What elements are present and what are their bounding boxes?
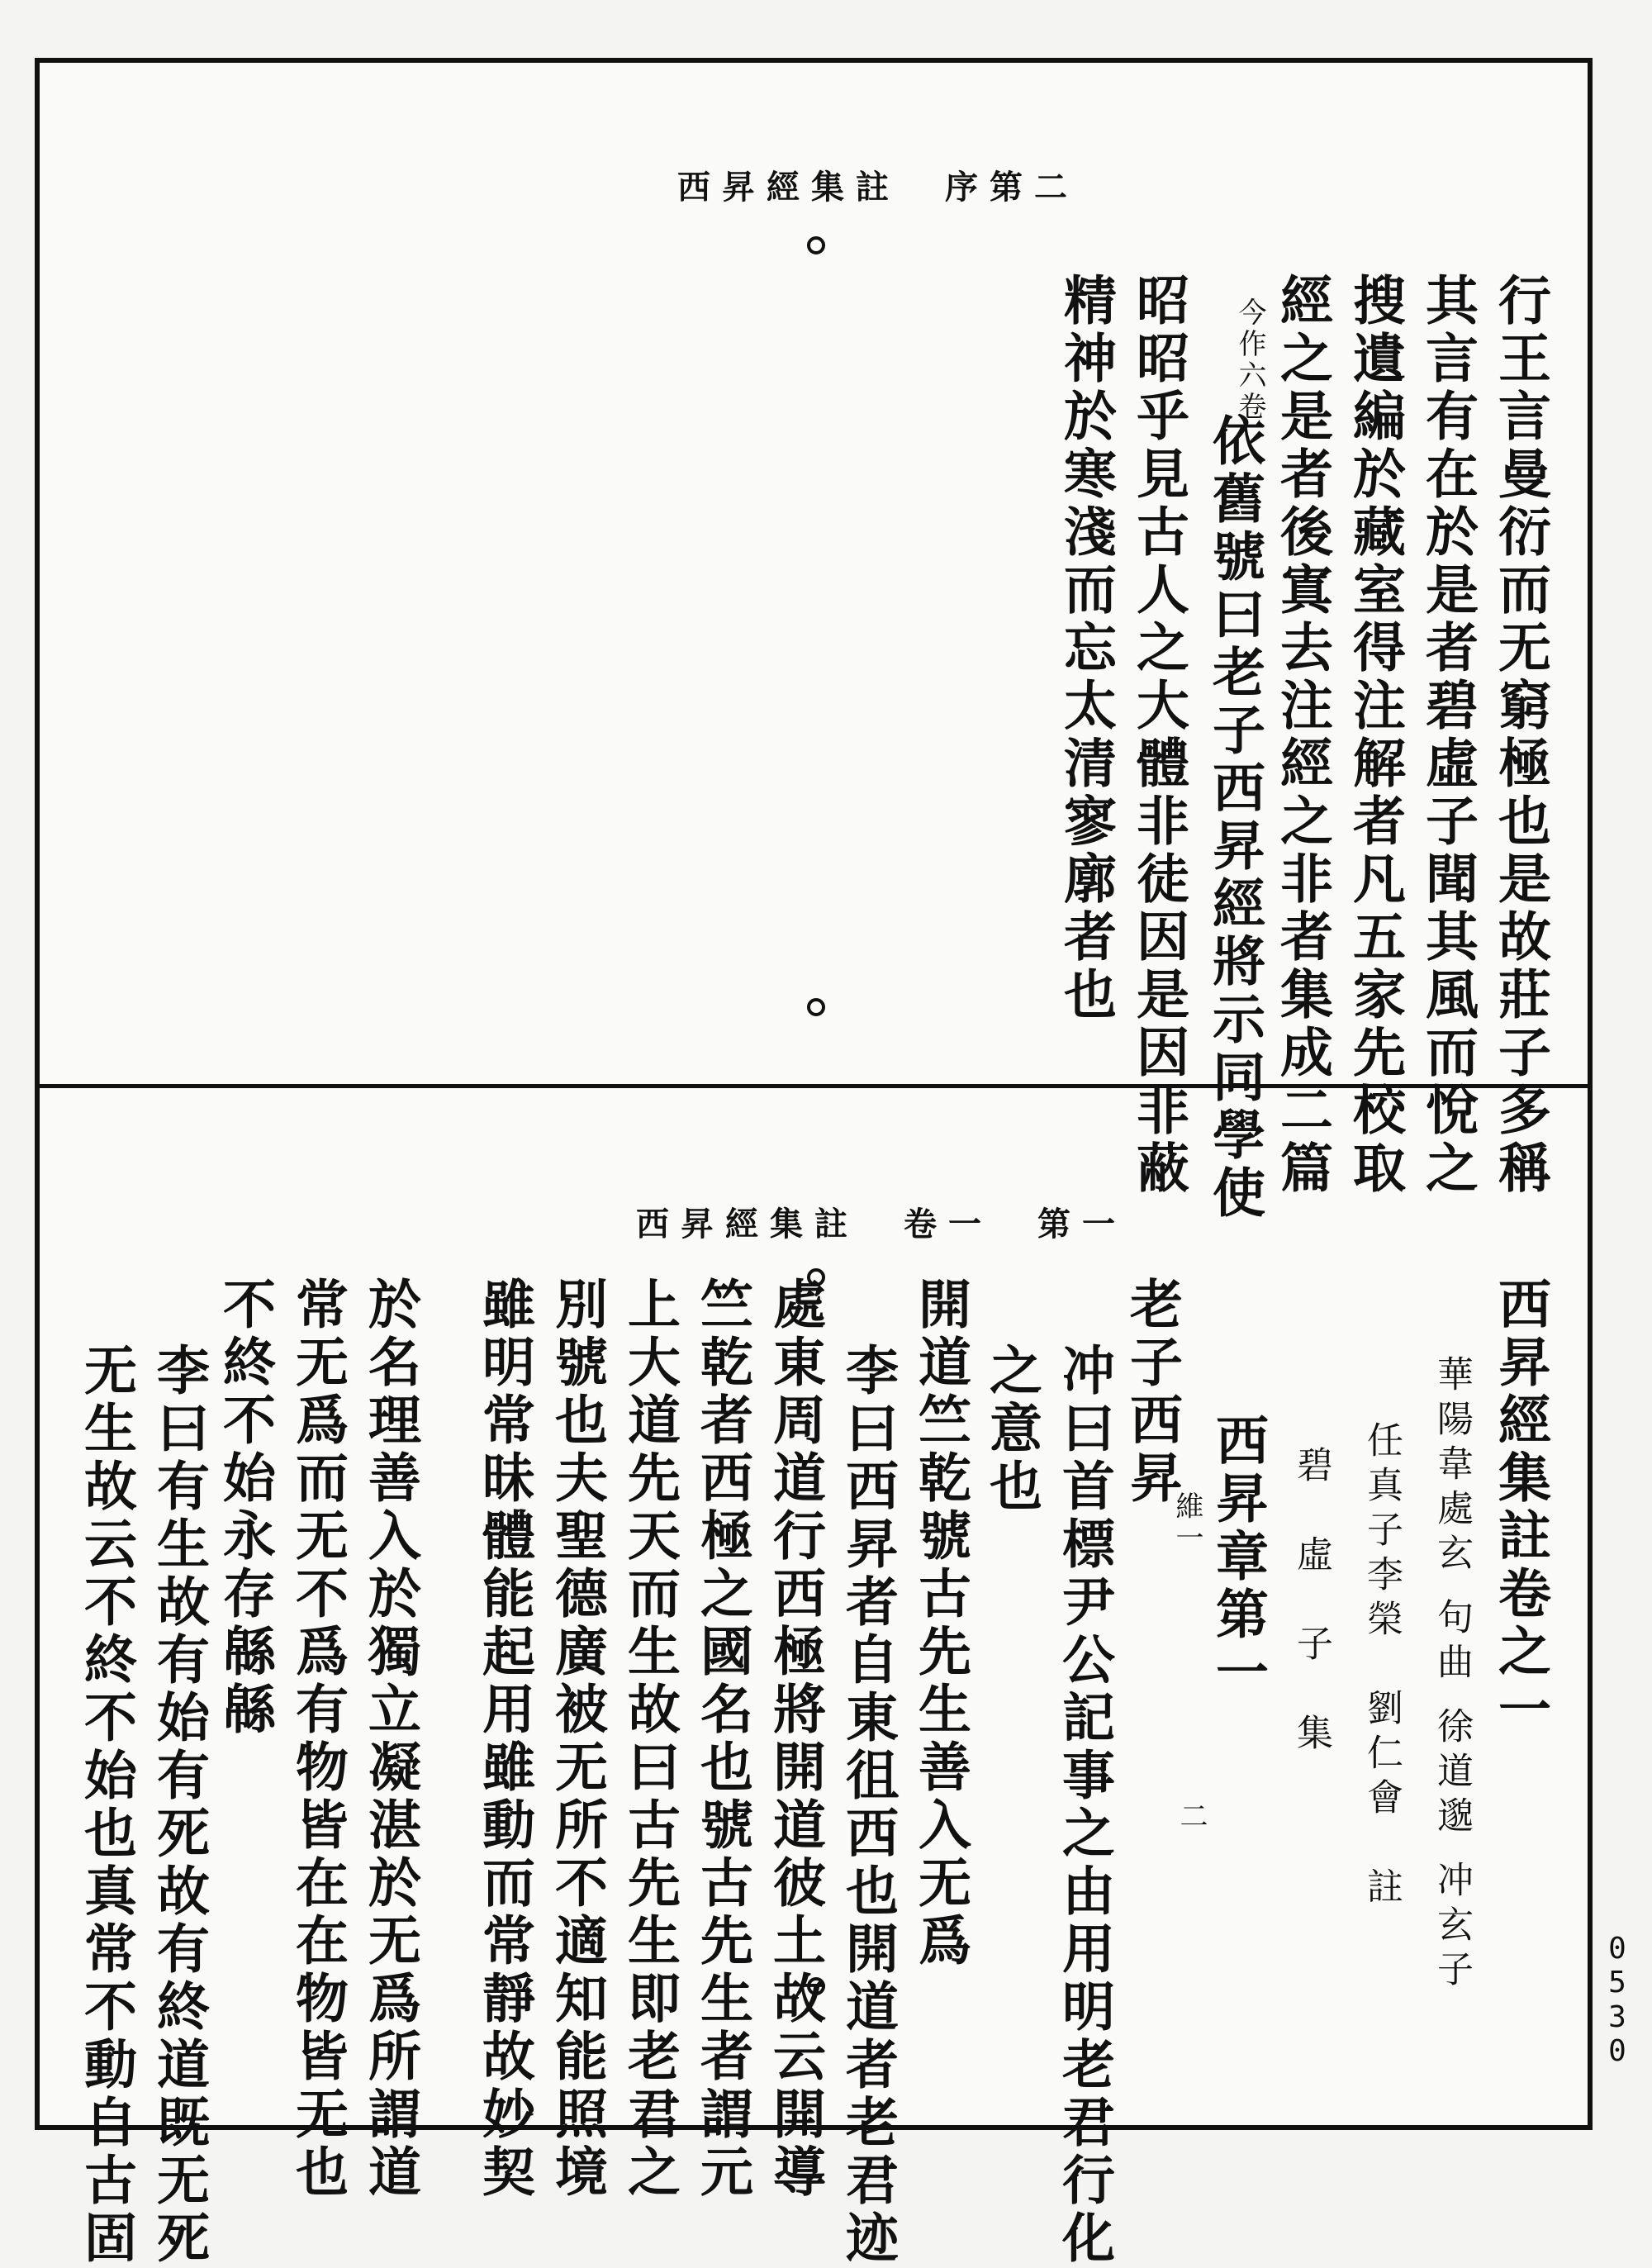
top-text-column-7: 精神於寒淺而忘太清寥廓者也 [1055, 273, 1117, 1025]
text-column-li-2: 處東周道行西極將開道彼土故云開導 [764, 1277, 826, 2202]
text-column-li-5: 別號也夫聖德廣被无所不適知能照境 [546, 1277, 608, 2202]
text-column-li-10: 无生故云不終不始也真常不動自古固 [75, 1343, 137, 2268]
top-text-column-2: 其言有在於是者碧虛子聞其風而悅之 [1417, 273, 1479, 1198]
top-binding-mark-upper [807, 236, 825, 254]
top-text-column-6: 昭昭乎見古人之大體非徒因是因非蔽 [1127, 273, 1189, 1198]
compiler-line: 碧 虛 子 集 [1290, 1446, 1332, 1758]
text-column-li-1: 李曰西昇者自東徂西也開道者老君迹 [837, 1343, 899, 2268]
top-text-column-4: 經之是者後寘去注經之非者集成二篇 [1271, 273, 1333, 1198]
text-column-chong-2: 之意也 [980, 1343, 1042, 1516]
bottom-running-head: 西昇經集註 卷一 第一 [636, 1205, 1127, 1243]
top-binding-mark-lower [807, 998, 825, 1016]
top-text-column-3: 搜遺編於藏室得注解者凡五家先校取 [1344, 273, 1406, 1198]
top-text-column-5: 依舊號曰老子西昇經將示同學使 [1203, 413, 1265, 1223]
commentators-line-2: 任真子李榮 劉仁會 註 [1360, 1421, 1403, 1912]
sheet-number: 0530 [1608, 1932, 1626, 2069]
chapter-title: 西昇章第一 [1207, 1413, 1269, 1702]
text-column-main-verse: 開道竺乾號古先生善入无爲 [909, 1277, 971, 1971]
chapter-note-small: 維一 [1170, 1491, 1203, 1554]
text-heading-laozi: 老子西昇 [1121, 1277, 1183, 1508]
top-interlinear-note: 今作六卷 [1233, 297, 1266, 423]
chapter-note-number: 二 [1175, 1801, 1208, 1833]
top-text-column-1: 行王言曼衍而无窮極也是故莊子多稱 [1489, 273, 1551, 1198]
text-column-li-3: 竺乾者西極之國名也號古先生者謂元 [691, 1277, 753, 2202]
text-column-li-4: 上大道先天而生故曰古先生即老君之 [619, 1277, 681, 2202]
text-column-chong-1: 冲曰首標尹公記事之由用明老君行化 [1053, 1343, 1115, 2268]
text-column-li-7: 於名理善入於獨立凝湛於无爲所謂道 [359, 1277, 421, 2202]
text-column-li-9: 李曰有生故有始有死故有終道既无死 [148, 1343, 210, 2268]
text-column-li-8: 常无爲而无不爲有物皆在在物皆无也 [287, 1277, 349, 2202]
text-column-li-6: 雖明常昧體能起用雖動而常靜故妙契 [473, 1277, 535, 2202]
volume-title: 西昇經集註卷之一 [1489, 1277, 1551, 1739]
top-running-head: 西昇經集註 序第二 [677, 168, 1079, 207]
text-column-main-verse-2: 不終不始永存緜緜 [214, 1277, 276, 1739]
commentators-line-1: 華陽韋處玄 句曲 徐道邈 冲玄子 [1431, 1355, 1473, 1995]
